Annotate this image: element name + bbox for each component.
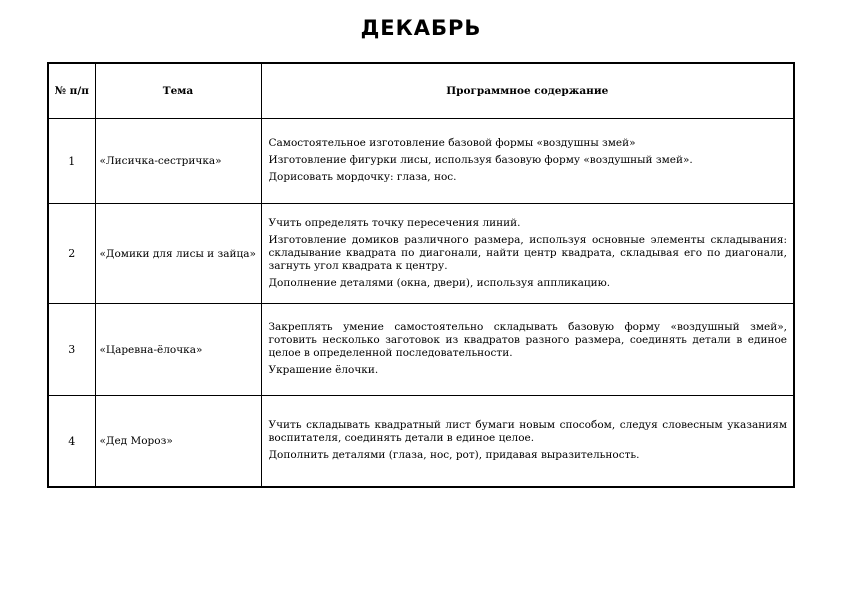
row-theme: «Домики для лисы и зайца» [95,204,261,304]
row-content [261,396,794,488]
header-num-label: № п/п [54,84,89,97]
row-num: 3 [48,304,95,396]
header-content: Программное содержание [261,63,794,119]
content-line: Дополнение деталями (окна, двери), используя аппликацию. [268,276,611,289]
header-theme: Тема [95,63,261,119]
row-content [261,304,794,396]
row-num: 2 [48,204,95,304]
row-theme: «Царевна-ёлочка» [95,304,261,396]
table-header-row [48,63,794,119]
content-line: Учить определять точку пересечения линий. [268,216,521,229]
table-row [48,396,794,488]
table-row [48,304,794,396]
row-content [261,119,794,204]
lesson-plan-table [47,62,795,488]
row-content [261,204,794,304]
content-line: Закреплять умение самостоятельно складывать базовую форму «воздушный змей», готовить несколько заготовок из квадратов разного размера, соединять детали в единое целое в определенной последовательности. [268,321,787,359]
content-line: Изготовление домиков различного размера, используя основные элементы складывания: складывание квадрата по диагонали, найти центр квадрата, складывая его по диагонали, загнуть угол квадрата к центру. [268,233,787,272]
row-theme: «Дед Мороз» [95,396,261,488]
content-line: Изготовление фигурки лисы, используя базовую форму «воздушный змей». [268,154,693,166]
row-num: 1 [48,119,95,204]
row-num: 4 [48,396,95,488]
page-title: ДЕКАБРЬ [360,16,482,40]
content-line: Учить складывать квадратный лист бумаги новым способом, следуя словесным указаниям воспитателя, соединять детали в единое целое. [268,419,787,444]
table-row [48,119,794,204]
content-line: Украшение ёлочки. [268,364,379,376]
content-line: Самостоятельное изготовление базовой формы «воздушны змей» [268,137,636,149]
row-theme: «Лисичка-сестричка» [95,119,261,204]
header-num [48,63,95,119]
content-line: Дорисовать мордочку: глаза, нос. [268,171,457,183]
table-row [48,204,794,304]
content-line: Дополнить деталями (глаза, нос, рот), придавая выразительность. [268,449,640,461]
